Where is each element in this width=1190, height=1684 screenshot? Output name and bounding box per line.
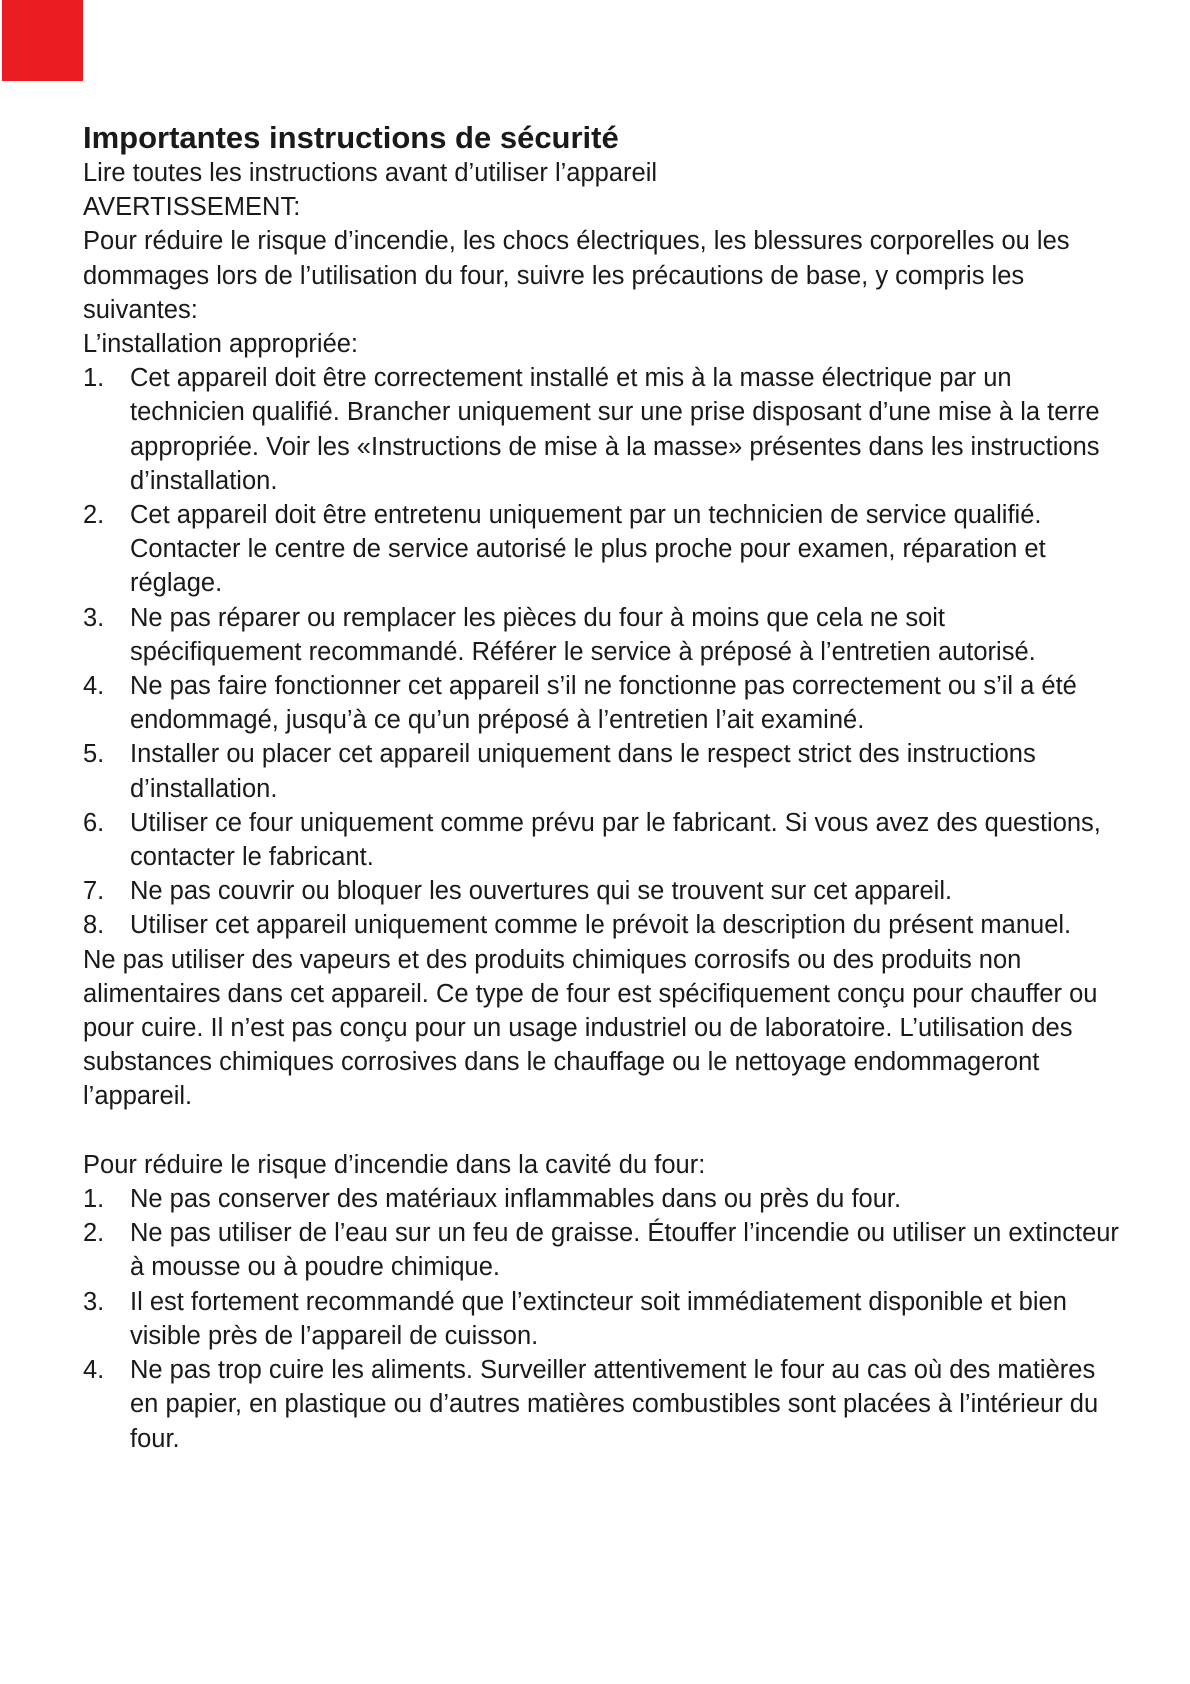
list-item: [83, 1182, 1123, 1216]
item-number: 3.: [83, 603, 105, 632]
list-item: [83, 601, 1123, 669]
item-number: 3.: [83, 1287, 105, 1316]
list-item: [83, 806, 1123, 874]
list-item: [83, 1353, 1123, 1456]
item-number: 2.: [83, 501, 105, 530]
installation-heading: L’installation appropriée:: [83, 330, 359, 359]
item-number: 4.: [83, 1356, 105, 1385]
item-number: 2.: [83, 1219, 105, 1248]
red-corner-tab: [2, 0, 83, 81]
item-number: 7.: [83, 877, 105, 906]
item-text: Utiliser ce four uniquement comme prévu par le fabricant. Si vous avez des questions, contacter le fabricant.: [130, 808, 1101, 872]
item-text: Cet appareil doit être entretenu uniquement par un technicien de service qualifié. Contacter le centre de service autorisé le plus proche pour examen, réparation et réglage.: [130, 501, 1046, 598]
item-text: Ne pas utiliser de l’eau sur un feu de graisse. Étouffer l’incendie ou utiliser un extincteur à mousse ou à poudre chimique.: [130, 1219, 1119, 1282]
item-text: Cet appareil doit être correctement installé et mis à la masse électrique par un technicien qualifié. Brancher uniquement sur une prise disposant d’une mise à la terre appropriée. Voir les «Instructions de mise à la masse» présentes dans les instructions d’installation.: [130, 364, 1100, 495]
item-text: Ne pas trop cuire les aliments. Surveiller attentivement le four au cas où des matières en papier, en plastique ou d’autres matières combustibles sont placées à l’intérieur du four.: [130, 1356, 1099, 1453]
item-text: Utiliser cet appareil uniquement comme le prévoit la description du présent manuel.: [130, 911, 1072, 940]
warning-label: AVERTISSEMENT:: [83, 193, 301, 222]
item-text: Ne pas réparer ou remplacer les pièces du four à moins que cela ne soit spécifiquement recommandé. Référer le service à préposé à l’entretien autorisé.: [130, 603, 1036, 666]
warning-text: Pour réduire le risque d’incendie, les chocs électriques, les blessures corporelles ou les dommages lors de l’utilisation du four, suivre les précautions de base, y compris les suivantes:: [83, 227, 1070, 324]
list-item: [83, 498, 1123, 601]
read-all-instruction: Lire toutes les instructions avant d’utiliser l’appareil: [83, 159, 658, 187]
item-number: 8.: [83, 911, 105, 940]
fire-list: [83, 1182, 1123, 1456]
list-item: [83, 1216, 1123, 1284]
list-item: [83, 361, 1123, 498]
item-number: 5.: [83, 740, 105, 769]
list-item: [83, 737, 1123, 805]
item-number: 1.: [83, 1185, 105, 1214]
page-title: Importantes instructions de sécurité: [83, 120, 619, 155]
item-number: 1.: [83, 364, 105, 393]
list-item: [83, 908, 1123, 942]
fire-heading: Pour réduire le risque d’incendie dans la cavité du four:: [83, 1150, 706, 1179]
item-number: 4.: [83, 672, 105, 701]
item-text: Ne pas conserver des matériaux inflammables dans ou près du four.: [130, 1185, 902, 1214]
installation-list: [83, 361, 1123, 942]
chemicals-paragraph: Ne pas utiliser des vapeurs et des produits chimiques corrosifs ou des produits non alimentaires dans cet appareil. Ce type de four est spécifiquement conçu pour chauffer ou pour cuire. Il n’est pas conçu pour un usage industriel ou de laboratoire. L’utilisation des substances chimiques corrosives dans le chauffage ou le nettoyage endommageront l’appareil.: [83, 945, 1098, 1111]
item-text: Installer ou placer cet appareil uniquement dans le respect strict des instructions d’installation.: [130, 740, 1036, 803]
list-item: [83, 874, 1123, 908]
item-number: 6.: [83, 808, 105, 837]
section-spacer: [83, 1114, 1123, 1148]
item-text: Ne pas faire fonctionner cet appareil s’il ne fonctionne pas correctement ou s’il a été endommagé, jusqu’à ce qu’un préposé à l’entretien l’ait examiné.: [130, 672, 1077, 735]
item-text: Ne pas couvrir ou bloquer les ouvertures qui se trouvent sur cet appareil.: [130, 877, 953, 906]
list-item: [83, 1285, 1123, 1353]
list-item: [83, 669, 1123, 737]
document-body: [83, 118, 1123, 1456]
item-text: Il est fortement recommandé que l’extincteur soit immédiatement disponible et bien visible près de l’appareil de cuisson.: [130, 1287, 1067, 1350]
